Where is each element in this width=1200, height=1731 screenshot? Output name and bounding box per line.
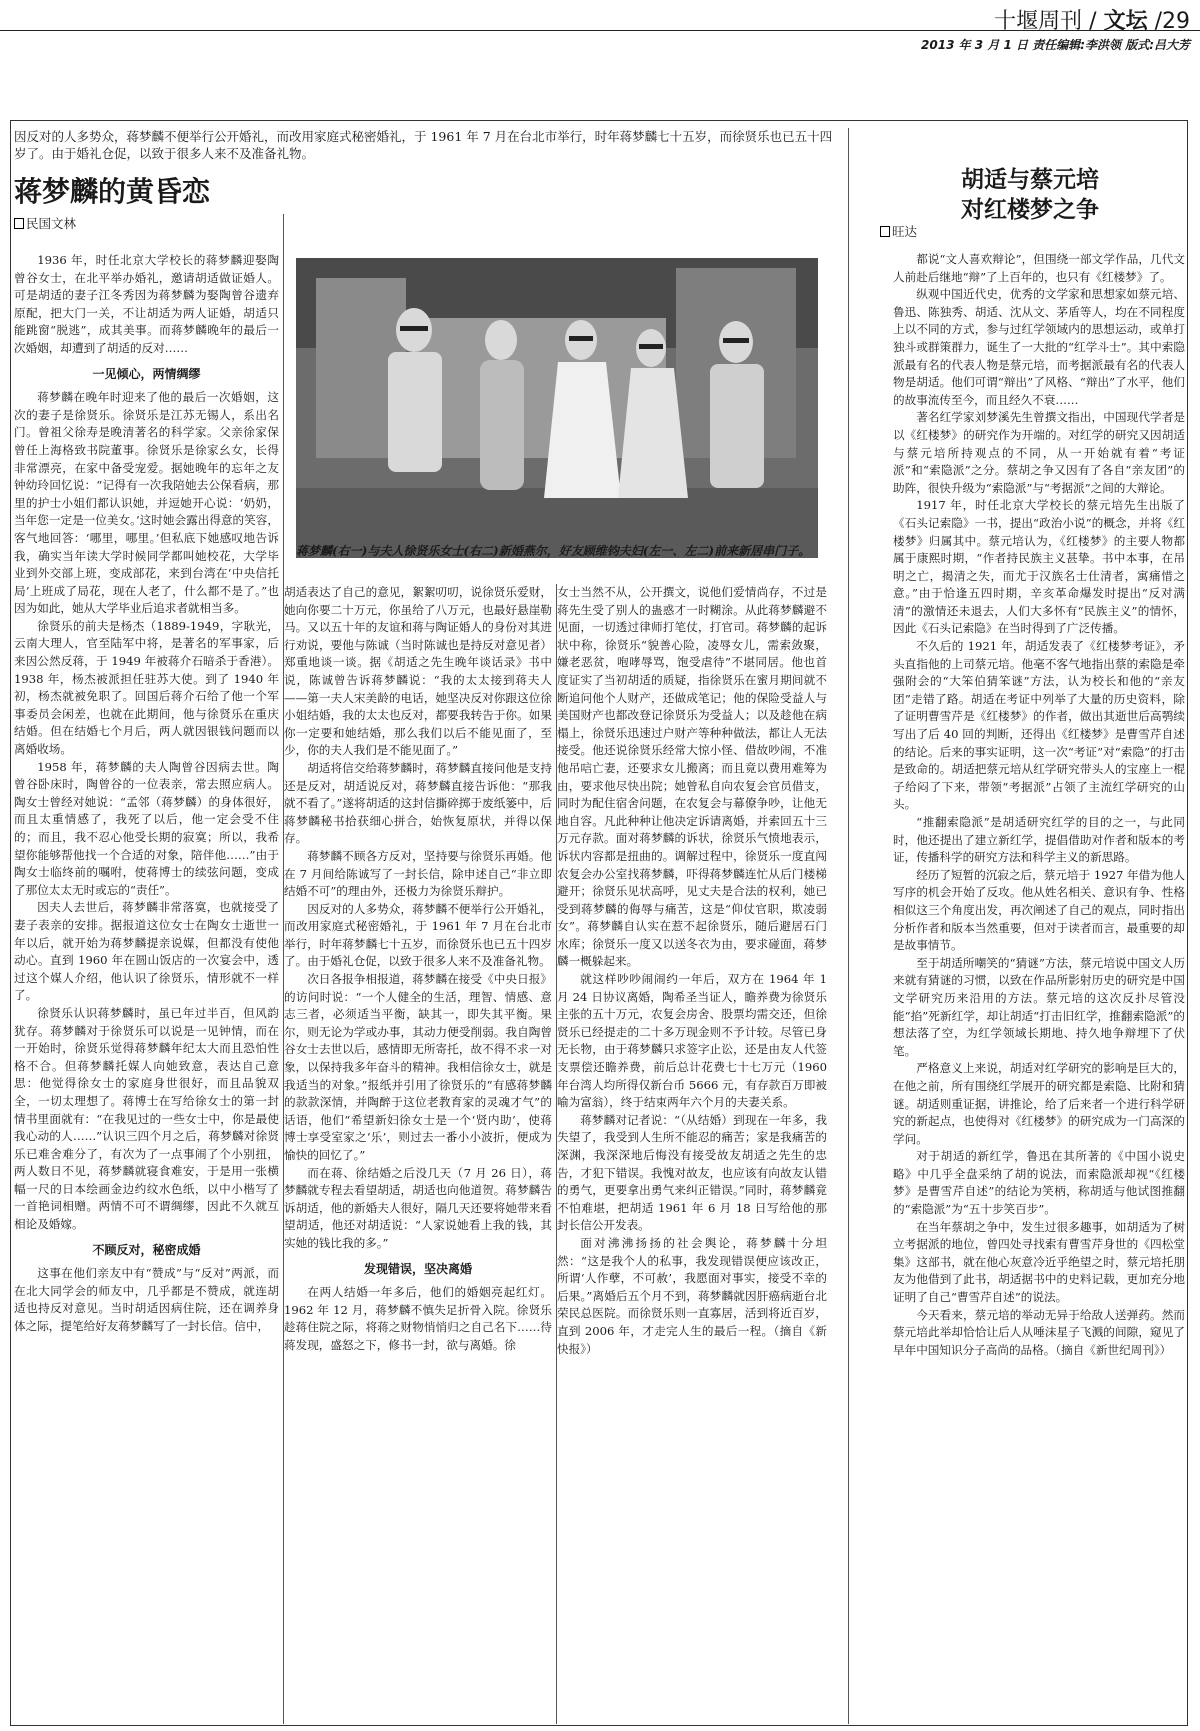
issue-info: 2013 年 3 月 1 日 责任编辑:李洪领 版式:吕大芳 <box>921 38 1190 52</box>
paragraph: 至于胡适所嘲笑的“猜谜”方法，蔡元培说中国文人历来就有猜谜的习惯，以致在作品所影射历史的研究是中国文学研究历来沿用的方法。蔡元培的这次反扑尽管没能“掐”死新红学，却让胡适“打击旧红学，推翻索隐派”的想法落了空，为红学领域长期地、持久地争辩埋下了伏笔。 <box>893 955 1185 1058</box>
article2-title: 胡适与蔡元培 对红楼梦之争 <box>961 166 1099 223</box>
paragraph: 著名红学家刘梦溪先生曾撰文指出，中国现代学者是以《红楼梦》的研究作为开端的。对红学的研究又因胡适与蔡元培所持观点的不同，从一开始就有着“考证派”和“索隐派”之分。蔡胡之争又因有了各自“亲友团”的助阵，很快升级为“索隐派”与“考据派”之间的大辩论。 <box>893 410 1185 495</box>
page-header: 十堰周刊 / 文坛 /29 <box>994 9 1190 34</box>
section-heading: 一见倾心，两情绸缪 <box>92 366 201 381</box>
section-name: 文坛 <box>1103 9 1148 34</box>
paragraph: 1958 年，蒋梦麟的夫人陶曾谷因病去世。陶曾谷卧床时，陶曾谷的一位表亲，常去照应病人。陶女士曾经对她说：“孟邻（蒋梦麟）的身体很好，而且太重情感了，我死了以后，他一定会受不住的；而且，我不忍心他受长期的寂寞；所以，我希望你能够帮他找一个合适的对象，陪伴他……”由于陶女士临终前的嘱咐，使蒋博士的续弦问题，变成了那位太太无时或忘的“责任”。 <box>14 759 279 897</box>
paragraph: 在两人结婚一年多后，他们的婚姻亮起红灯。1962 年 12 月，蒋梦麟不慎失足折骨入院。徐贤乐趁蒋住院之际，将蒋之财物悄悄归之自己名下……待蒋发现，盛怒之下，修书一封，欲与离婚。徐 <box>284 1285 552 1352</box>
header-rule <box>0 30 1200 31</box>
paper-name: 十堰周刊 <box>994 9 1083 34</box>
author-box-icon <box>14 218 24 229</box>
paragraph: 1936 年，时任北京大学校长的蒋梦麟迎娶陶曾谷女士，在北平举办婚礼，邀请胡适做证婚人。可是胡适的妻子江冬秀因为蒋梦麟为娶陶曾谷遗弃原配，把大门一关，不让胡适为两人证婚，胡适只能跳窗“脱逃”，成其美事。而蒋梦麟晚年的最后一次婚姻，却遭到了胡适的反对…… <box>14 253 279 355</box>
paragraph: 在当年蔡胡之争中，发生过很多趣事，如胡适为了树立考据派的地位，曾四处寻找索有曹雪芹身世的《四松堂集》这部书，就在他心灰意冷近乎绝望之时，蔡元培托朋友为他借到了此书，胡适据书中的史料记载，更加充分地证明了自己“曹雪芹自述”的说法。 <box>893 1219 1185 1305</box>
paragraph: 就这样吵吵闹闹约一年后，双方在 1964 年 1 月 24 日协议离婚，陶希圣当证人，瞻养费为徐贤乐主张的五十万元，农复会房舍、股票均需交还，但徐贤乐已经提走的二十多万现金则不予计较。尽管已身无长物，由于蒋梦麟只求签字止讼，还是由友人代签支票偿还瞻养费，前后总计花费七十七万元（1960 年台湾人均所得仅新台币 5666 元，有存款百万即被喻为富翁），终于结束两年六个月的夫妻关系。 <box>557 972 827 1110</box>
photo-caption: 蒋梦麟(右一)与夫人徐贤乐女士(右二)新婚燕尔，好友顾维钧夫妇(左一、左二)前来新居串门子。 <box>296 544 811 558</box>
paragraph: 因夫人去世后，蒋梦麟非常落寞，也就接受了妻子表亲的安排。据报道这位女士在陶女士逝世一年以后，就开始为蒋梦麟提亲说媒，但都没有使他动心。直到 1960 年在圆山饭店的一次宴会中，透过这个媒人介绍，他认识了徐贤乐，情形就不一样了。 <box>14 900 279 1003</box>
article2-author: 旺达 <box>880 222 917 240</box>
paragraph: 严格意义上来说，胡适对红学研究的影响是巨大的，在他之前，所有围绕红学展开的研究都是索隐、比附和猜谜。胡适则重证据，讲推论，给了后来者一个进行科学研究的新起点，也使得对《红楼梦》的研究成为一门高深的学问。 <box>893 1061 1185 1146</box>
paragraph: 因反对的人多势众，蒋梦麟不便举行公开婚礼，而改用家庭式秘密婚礼，于 1961 年 7 月在台北市举行，时年蒋梦麟七十五岁，而徐贤乐也已五十四岁了。由于婚礼仓促，以致于很多人来不及准备礼物。 <box>284 901 552 969</box>
paragraph: 面对沸沸扬扬的社会舆论，蒋梦麟十分坦然：“这是我个人的私事，我发现错误便应该改正，所谓‘人作孽，不可赦’，我愿面对事实，接受不幸的后果。”离婚后五个月不到，蒋梦麟就因肝癌病逝台北荣民总医院。而徐贤乐则一直寡居，活到将近百岁，直到 2006 年，才走完人生的最后一程。（摘自《新快报》） <box>557 1235 827 1356</box>
paragraph: 徐贤乐认识蒋梦麟时，虽已年过半百，但风韵犹存。蒋梦麟对于徐贤乐可以说是一见钟情，而在一开始时，徐贤乐觉得蒋梦麟年纪太大而且恐怕性格不合。但蒋梦麟托媒人向她致意，表达自己意思：他觉得徐女士的家庭身世很好，而且品貌双全，一切太理想了。蒋博士在写给徐女士的第一封情书里面就有：“在我见过的一些女士中，你是最使我心动的人……”认识三四个月之后，蒋梦麟对徐贤乐已难舍难分了，有次为了一点事闹了个小别扭，两人数日不见，蒋梦麟就寝食难安，于是用一张横幅一尺的日本绘画金边约纹水色纸，以中小楷写了一首艳词相赠。两情不可不谓绸缪，因此不久就互相论及婚嫁。 <box>14 1005 279 1232</box>
paragraph: 胡适表达了自己的意见，絮絮叨叨，说徐贤乐爱财，她向你要二十万元，你虽给了八万元，也最好悬崖勒马。又以五十年的友谊和蒋与陶证婚人的身份对其进行劝说，要他与陈诚（当时陈诚也是持反对意见者）郑重地谈一谈。据《胡适之先生晚年谈话录》书中说，陈诚曾告诉蒋梦麟说：“我的太太接到蒋夫人——第一夫人宋美龄的电话，她坚决反对你跟这位徐小姐结婚，我的太太也反对，都要我转告于你。如果你一定要和她结婚，那么我们以后不能见面了，至少，你的夫人我们是不能见面了。” <box>284 585 552 758</box>
article-divider <box>848 128 849 1724</box>
paragraph: 不久后的 1921 年，胡适发表了《红楼梦考证》，矛头直指他的上司蔡元培。他毫不客气地指出蔡的索隐是牵强附会的“大笨伯猜笨谜”方法，认为校长和他的“亲友团”走错了路。胡适在考证中列举了大量的历史资料，除了证明曹雪芹是《红楼梦》的作者，做出其逝世后高鹗续写出了后 40 回的判断，还得出《红楼梦》是曹雪芹自述的结论。后来的事实证明，这一次“考证”对“索隐”的打击是致命的。胡适把蔡元培从红学研究带头人的宝座上一棍子给闷了下来，带领“考据派”占领了主流红学研究的山头。 <box>893 639 1185 812</box>
paragraph: 这事在他们亲友中有“赞成”与“反对”两派，而在北大同学会的师友中，几乎都是不赞成，就连胡适也持反对意见。当时胡适因病住院，还在调养身体之际，提笔给好友蒋梦麟写了一封长信。信中， <box>14 1266 279 1334</box>
paragraph: 纵观中国近代史，优秀的文学家和思想家如蔡元培、鲁迅、陈独秀、胡适、沈从文、茅盾等人，均在不同程度上以不同的方式，参与过红学领域内的思想运动，或单打独斗或群策群力，诞生了一大批的“红学斗士”。其中索隐派最有名的代表人物是蔡元培，而考据派最有名的代表人物是胡适。他们可谓“辩出”了风格、“辩出”了水平，他们的故事流传至今，而且经久不衰…… <box>893 287 1185 407</box>
paragraph: 蒋梦麟不顾各方反对，坚持要与徐贤乐再婚。他在 7 月间给陈诚写了一封长信，除申述自己“非立即结婚不可”的理由外，还极力为徐贤乐辩护。 <box>284 848 552 899</box>
paragraph: 经历了短暂的沉寂之后，蔡元培于 1927 年借为他人写序的机会开始了反攻。他从姓名相关、意识有争、性格相似这三个角度出发，再次阐述了自己的观点，同时指出分析作者和版本当然重要，但对于读者而言，最重要的却是故事情节。 <box>893 867 1185 953</box>
paragraph: 徐贤乐的前夫是杨杰（1889-1949，字耿光，云南大理人，官至陆军中将，是著名的军事家，后来因公然反蒋，于 1949 年被蒋介石暗杀于香港）。1938 年，杨杰被派担任驻苏大使。到了 1940 年初，杨杰就被免职了。回国后蒋介石给了他一个军事委员会闲差，也就在此期间，他与徐贤乐在重庆结婚。但在结婚七个月后，两人就因银钱问题而以离婚收场。 <box>14 618 279 757</box>
article-author: 民国文林 <box>14 214 76 232</box>
paragraph: 蒋梦麟对记者说：“（从结婚）到现在一年多，我失望了，我受到人生所不能忍的痛苦；家是我痛苦的深渊，我深深地后悔没有接受故友胡适之先生的忠告，才犯下错误。我愧对故友，也应该有向故友认错的勇气，更要拿出勇气来纠正错误。”同时，蒋梦麟竟不怕难堪，把胡适 1961 年 6 月 18 日写给他的那封长信公开发表。 <box>557 1112 827 1233</box>
paragraph: 次日各报争相报道，蒋梦麟在接受《中央日报》的访问时说：“一个人健全的生活，理智、情感、意志三者，必须适当平衡，缺其一，即失其平衡。果尔，则无论为学或办事，其动力便受削弱。我自陶曾谷女士去世以后，感情即无所寄托，故不得不求一对象，以保持我多年奋斗的精神。我相信徐女士，就是我适当的对象。”报纸并引用了徐贤乐的“有感蒋梦麟的款款深情，并陶醉于这位老教育家的灵魂才气”的话语，他们“希望新妇徐女士是一个‘贤内助’，使蒋博士享受室家之‘乐’，则过去一番小小波折，便成为愉快的回忆了。” <box>284 972 552 1162</box>
article-column-1 <box>14 252 279 1724</box>
article2-column <box>893 251 1185 1724</box>
page-number: /29 <box>1147 9 1190 34</box>
section-heading: 发现错误，坚决离婚 <box>363 1261 472 1276</box>
paragraph: 对于胡适的新红学，鲁迅在其所著的《中国小说史略》中几乎全盘采纳了胡的说法，而索隐派却视“《红楼梦》是曹雪芹自述”的结论为笑柄，称胡适与他试图推翻的“索隐派”为“五十步笑百步”。 <box>893 1149 1185 1217</box>
article-column-2 <box>284 584 552 1724</box>
paragraph: 今天看来，蔡元培的举动无异于给敌人送弹药。然而蔡元培此举却恰恰让后人从唾沫星子飞溅的间隙，窥见了早年中国知识分子高尚的品格。（摘自《新世纪周刊》） <box>893 1307 1185 1357</box>
paragraph: 胡适将信交给蒋梦麟时，蒋梦麟直接问他是支持还是反对，胡适说反对，蒋梦麟直接告诉他：“那我就不看了。”遂将胡适的这封信撕碎掷于废纸篓中，后蒋梦麟秘书拾获细心拼合，始恢复原状，并得以保存。 <box>284 760 552 846</box>
article-title: 蒋梦麟的黄昏恋 <box>14 175 211 208</box>
section-heading: 不顾反对，秘密成婚 <box>92 1242 201 1257</box>
wedding-photo <box>296 244 818 572</box>
article-summary: 因反对的人多势众，蒋梦麟不便举行公开婚礼，而改用家庭式秘密婚礼，于 1961 年 7 月在台北市举行，时年蒋梦麟七十五岁，而徐贤乐也已五十四岁了。由于婚礼仓促，以致于很多人来不及准备礼物。 <box>14 129 833 161</box>
author-box-icon <box>880 226 890 237</box>
paragraph: 1917 年，时任北京大学校长的蔡元培先生出版了《石头记索隐》一书，提出“政治小说”的概念，并将《红楼梦》归属其中。蔡元培认为，《红楼梦》的主要人物都属于康熙时期，“作者持民族主义甚挚。书中本事，在吊明之亡，揭清之失，而尤于汉族名士仕清者，寓痛惜之意。”由于恰逢五四时期，辛亥革命爆发时提出“反对满清”的激情还未退去，人们大多怀有“民族主义”的情怀，因此《石头记索隐》在当时得到了广泛传播。 <box>893 498 1185 636</box>
paragraph: “推翻索隐派”是胡适研究红学的目的之一，与此同时，他还提出了建立新红学，提倡借助对作者和版本的考证，传播科学的研究方法和科学主义的新思路。 <box>893 815 1185 865</box>
paragraph: 蒋梦麟在晚年时迎来了他的最后一次婚姻，这次的妻子是徐贤乐。徐贤乐是江苏无锡人，系出名门。曾祖父徐寿是晚清著名的科学家。父亲徐家保曾任上海格致书院董事。徐贤乐是徐家幺女，长得非常漂亮，在家中备受宠爱。据她晚年的忘年之友钟幼玲回忆说：“记得有一次我陪她去公保看病，那里的护士小姐们都认识她，并逗她开心说：‘奶奶，当年您一定是一位美女。’这时她会露出得意的笑容，客气地回答：‘哪里，哪里。’但私底下她感叹地告诉我，确实当年读大学时候同学都叫她校花，大学毕业到外交部上班，变成部花，来到台湾在‘中央信托局’上班成了局花，现在人老了，什么都不是了。”也因为如此，她从大学毕业后追求者就相当多。 <box>14 390 279 616</box>
paragraph: 女士当然不从，公开撰文，说他们爱情尚存，不过是蒋先生受了别人的蛊惑才一时糊涂。从此蒋梦麟避不见面，一切透过律师打笔仗，打官司。蒋梦麟的起诉状中称，徐贤乐“貌善心险，凌辱女儿，需索敛聚，嫌老恶贫，咆哮辱骂，饱受虐待”不堪同居。他也首度证实了当初胡适的质疑，指徐贤乐在蜜月期间就不断追问他个人财产，还做成笔记；他的保险受益人与美国财产也都改登记徐贤乐为受益人；以及趁他在病榻上，徐贤乐迅速过户财产等种种做法，都让人无法接受。他还说徐贤乐经常大惊小怪、借故吵闹，不准他吊唁亡妻，还要求女儿搬离；而且竟以费用难筹为由，要求他尽快出院；她曾私自向农复会官员借支，同时为配住宿舍问题，在农复会与幕僚争吵，让他无地自容。凡此种种让他决定诉请离婚，并索回五十三万元存款。面对蒋梦麟的诉状，徐贤乐气愤地表示，诉状内容都是扭曲的。调解过程中，徐贤乐一度直闯农复会办公室找蒋梦麟，吓得蒋梦麟连忙从后门楼梯避开；徐贤乐见状高呼，见丈夫是合法的权利，她已受到蒋梦麟的侮辱与痛苦，这是“仰仗官职，欺凌弱女”。蒋梦麟自认实在惹不起徐贤乐，随后避居石门水库；徐贤乐一度又以送冬衣为由，要求碰面，蒋梦麟一概躲起来。 <box>557 585 827 969</box>
paragraph: 而在蒋、徐结婚之后没几天（7 月 26 日），蒋梦麟就专程去看望胡适，胡适也向他道贺。蒋梦麟告诉胡适，他的新婚夫人很好，隔几天还要将她带来看望胡适，他还对胡适说：“人家说她看上我的钱，其实她的钱比我的多。” <box>284 1165 552 1250</box>
article-column-3 <box>557 584 827 1724</box>
paragraph: 都说“文人喜欢辩论”，但围绕一部文学作品，几代文人前赴后继地“辩”了上百年的，也只有《红楼梦》了。 <box>893 252 1185 284</box>
